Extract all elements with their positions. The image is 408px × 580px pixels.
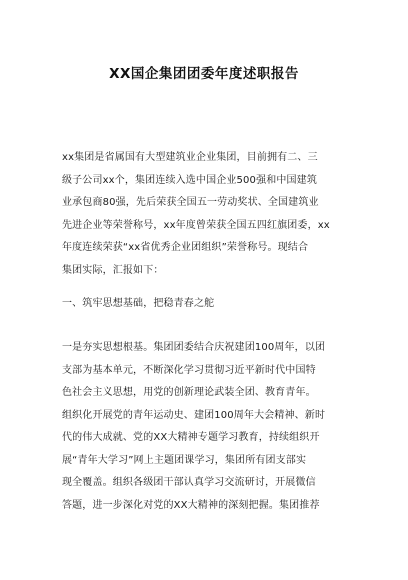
- text-line: 集团实际，汇报如下：: [62, 264, 164, 276]
- text-line: 年度连续荣获“xx省优秀企业团组织”荣誉称号。现结合: [62, 242, 309, 253]
- text-line: 组织化开展党的青年运动史、建团100周年大会精神、新时: [62, 409, 326, 421]
- text-line: 业承包商80强，先后荣获全国五一劳动奖状、全国建筑业: [62, 197, 319, 208]
- section-paragraph: [62, 337, 352, 517]
- text-line: 代的伟大成就、党的XX大精神专题学习教育，持续组织开: [62, 432, 320, 443]
- section-heading-text: 一、筑牢思想基础，把稳青春之舵: [62, 298, 215, 309]
- intro-paragraph: [62, 147, 352, 282]
- text-line: 一是夯实思想根基。集团团委结合庆祝建团100周年，以团: [62, 342, 326, 353]
- text-line: xx集团是省属国有大型建筑业企业集团，目前拥有二、三: [62, 152, 318, 163]
- text-line: 级子公司xx个，集团连续入选中国企业500强和中国建筑: [62, 174, 317, 186]
- text-line: 支部为基本单元，不断深化学习贯彻习近平新时代中国特: [62, 364, 316, 376]
- text-line: 先进企业等荣誉称号，xx年度曾荣获全国五四红旗团委，xx: [62, 219, 330, 231]
- text-line: 答题，进一步深化对党的XX大精神的深刻把握。集团推荐: [62, 499, 320, 511]
- text-line: 现全覆盖。组织各级团干部认真学习交流研讨，开展微信: [62, 477, 316, 488]
- document-title: XX国企集团团委年度述职报告: [109, 66, 299, 82]
- text-line: 展“青年大学习”网上主题团课学习，集团所有团支部实: [62, 454, 307, 466]
- text-line: 色社会主义思想，用党的创新理论武装全团、教育青年。: [62, 387, 316, 398]
- section-heading: [62, 293, 352, 316]
